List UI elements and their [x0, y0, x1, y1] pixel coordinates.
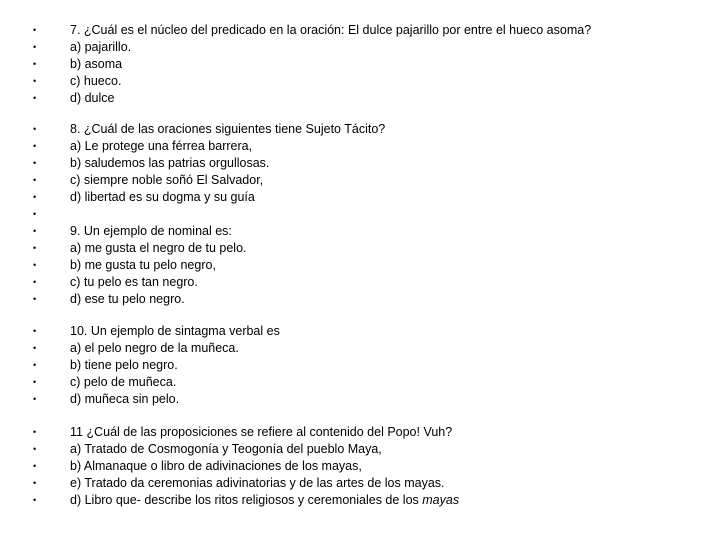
bullet: •: [33, 226, 37, 236]
bullet: •: [33, 42, 37, 52]
bullet: •: [33, 260, 37, 270]
bullet: •: [33, 461, 37, 471]
list-item: • a) pajarillo.: [33, 40, 132, 54]
question-7: [0, 22, 720, 107]
bullet: •: [33, 243, 37, 253]
bullet: •: [33, 377, 37, 387]
bullet: •: [33, 360, 37, 370]
list-item: • a) Le protege una férrea barrera,: [33, 139, 253, 153]
list-item: • d) Libro que- describe los ritos religiosos y ceremoniales de los mayas: [33, 493, 460, 507]
bullet: •: [33, 192, 37, 202]
list-item: • c) tu pelo es tan negro.: [33, 275, 198, 289]
bullet: •: [33, 59, 37, 69]
list-item: • d) ese tu pelo negro.: [33, 292, 185, 306]
list-item: • c) hueco.: [33, 74, 122, 88]
bullet: •: [33, 343, 37, 353]
italic-word: mayas: [422, 493, 460, 507]
list-item: • c) siempre noble soñó El Salvador,: [33, 173, 264, 187]
list-item: • c) pelo de muñeca.: [33, 375, 177, 389]
list-item: • 9. Un ejemplo de nominal es:: [33, 224, 232, 238]
list-item: • b) saludemos las patrias orgullosas.: [33, 156, 270, 170]
bullet: •: [33, 209, 37, 219]
list-item: [0, 206, 720, 223]
bullet: •: [33, 478, 37, 488]
bullet: •: [33, 93, 37, 103]
list-item: • d) libertad es su dogma y su guía: [33, 190, 255, 204]
bullet: •: [33, 277, 37, 287]
bullet: •: [33, 394, 37, 404]
list-item: • 8. ¿Cuál de las oraciones siguientes tiene Sujeto Tácito?: [33, 122, 386, 136]
list-item: • e) Tratado da ceremonias adivinatorias y de las artes de los mayas.: [33, 476, 445, 490]
bullet: •: [33, 158, 37, 168]
bullet: •: [33, 444, 37, 454]
list-item: • 10. Un ejemplo de sintagma verbal es: [33, 324, 280, 338]
bullet: •: [33, 294, 37, 304]
bullet: •: [33, 76, 37, 86]
list-item: • 11 ¿Cuál de las proposiciones se refiere al contenido del Popo! Vuh?: [33, 425, 453, 439]
list-item: • 7. ¿Cuál es el núcleo del predicado en la oración: El dulce pajarillo por entre el hueco asoma?: [33, 23, 592, 37]
list-item: • a) el pelo negro de la muñeca.: [33, 341, 239, 355]
list-item: • b) asoma: [33, 57, 123, 71]
bullet: •: [33, 326, 37, 336]
bullet: •: [33, 25, 37, 35]
bullet: •: [33, 427, 37, 437]
question-10: [0, 323, 720, 408]
list-item: • b) tiene pelo negro.: [33, 358, 178, 372]
question-8-9: [0, 121, 720, 308]
bullet: •: [33, 495, 37, 505]
list-item: • d) dulce: [33, 91, 115, 105]
list-item: • a) Tratado de Cosmogonía y Teogonía del pueblo Maya,: [33, 442, 382, 456]
bullet: •: [33, 175, 37, 185]
list-item: • b) Almanaque o libro de adivinaciones de los mayas,: [33, 459, 362, 473]
bullet: •: [33, 141, 37, 151]
list-item: • a) me gusta el negro de tu pelo.: [33, 241, 247, 255]
list-item: • d) muñeca sin pelo.: [33, 392, 180, 406]
question-11: [0, 424, 720, 509]
list-item: • b) me gusta tu pelo negro,: [33, 258, 216, 272]
bullet: •: [33, 124, 37, 134]
